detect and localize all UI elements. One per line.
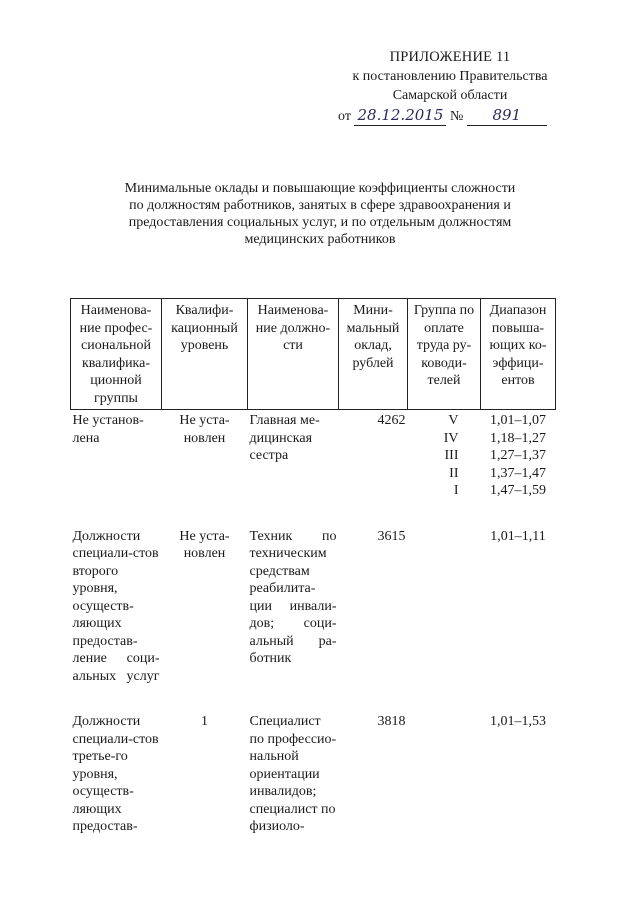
cell-position: Специалист по профессио-нальной ориентации инвалидов; специалист по физиоло- xyxy=(249,714,337,834)
title-line: по должностям работников, занятых в сфере здравоохранения и xyxy=(129,198,511,213)
cell-group: Должности специали-стов третье-го уровня, осуществ-ляющих предостав- xyxy=(72,714,159,834)
header-qualification-level: Квалифи-кационный уровень xyxy=(162,299,248,410)
table-row xyxy=(71,526,556,688)
header-qualification-group: Наименова-ние профес-сиональной квалифика-ционной группы xyxy=(71,299,162,410)
manager-group-value: IV xyxy=(443,430,459,446)
cell-coefficient-range: 1,01–1,11 xyxy=(490,528,546,544)
cell-level: Не уста-новлен xyxy=(179,413,230,446)
cell-position: Техник по техническим средствам реабилита-ции инвали-дов; соци-альный ра-ботник xyxy=(249,528,337,666)
table-row xyxy=(71,711,556,838)
cell-manager-group xyxy=(408,526,481,688)
coefficient-range-value: 1,01–1,07 xyxy=(490,413,546,428)
cell-salary: 4262 xyxy=(377,413,406,428)
header-manager-group: Группа по оплате труда ру-ководи-телей xyxy=(408,299,481,410)
appendix-title: ПРИЛОЖЕНИЕ 11 xyxy=(389,49,511,65)
coefficient-range-value: 1,37–1,47 xyxy=(490,465,546,481)
header-min-salary: Мини-мальный оклад, рублей xyxy=(339,299,408,410)
title-line: медицинских работников xyxy=(244,232,396,247)
title-line: Минимальные оклады и повышающие коэффициенты сложности xyxy=(124,181,516,196)
header-position-name: Наименова-ние должно-сти xyxy=(248,299,339,410)
number-label: № xyxy=(449,109,464,124)
cell-salary: 3818 xyxy=(377,714,406,729)
from-label: от xyxy=(338,109,351,124)
cell-salary: 3615 xyxy=(377,528,406,544)
manager-group-value: III xyxy=(444,448,459,463)
handwritten-date: 28.12.2015 xyxy=(357,106,444,124)
table-row xyxy=(71,410,556,502)
title-line: предоставления социальных услуг, и по отдельным должностям xyxy=(128,215,512,230)
cell-manager-group xyxy=(408,711,481,838)
coefficient-range-value: 1,27–1,37 xyxy=(490,448,546,463)
header-coefficient-range: Диапазон повыша-ющих ко-эффици-ентов xyxy=(481,299,556,410)
appendix-block xyxy=(330,48,570,105)
salary-table xyxy=(70,298,556,838)
cell-group: Должности специали-стов второго уровня, осуществ-ляющих предостав-ление соци-альных услуг xyxy=(72,528,160,684)
coefficient-range-value: 1,47–1,59 xyxy=(490,483,546,498)
cell-coefficient-ranges xyxy=(481,410,556,502)
cell-manager-groups xyxy=(408,410,481,502)
manager-group-value: V xyxy=(448,413,459,428)
appendix-line-2: Самарской области xyxy=(392,88,508,103)
manager-group-value: II xyxy=(449,465,459,481)
handwritten-number: 891 xyxy=(492,106,522,124)
appendix-line-1: к постановлению Правительства xyxy=(352,69,548,84)
cell-position: Главная ме-дицинская сестра xyxy=(249,413,320,463)
manager-group-value: I xyxy=(453,483,459,498)
decree-date-number xyxy=(338,106,547,126)
table-header-row xyxy=(71,299,556,410)
cell-level: Не уста-новлен xyxy=(179,528,230,561)
coefficient-range-value: 1,18–1,27 xyxy=(490,430,546,446)
cell-coefficient-range: 1,01–1,53 xyxy=(490,714,546,729)
cell-level: 1 xyxy=(201,714,208,729)
document-title xyxy=(80,180,560,248)
cell-group: Не установ-лена xyxy=(72,413,144,446)
